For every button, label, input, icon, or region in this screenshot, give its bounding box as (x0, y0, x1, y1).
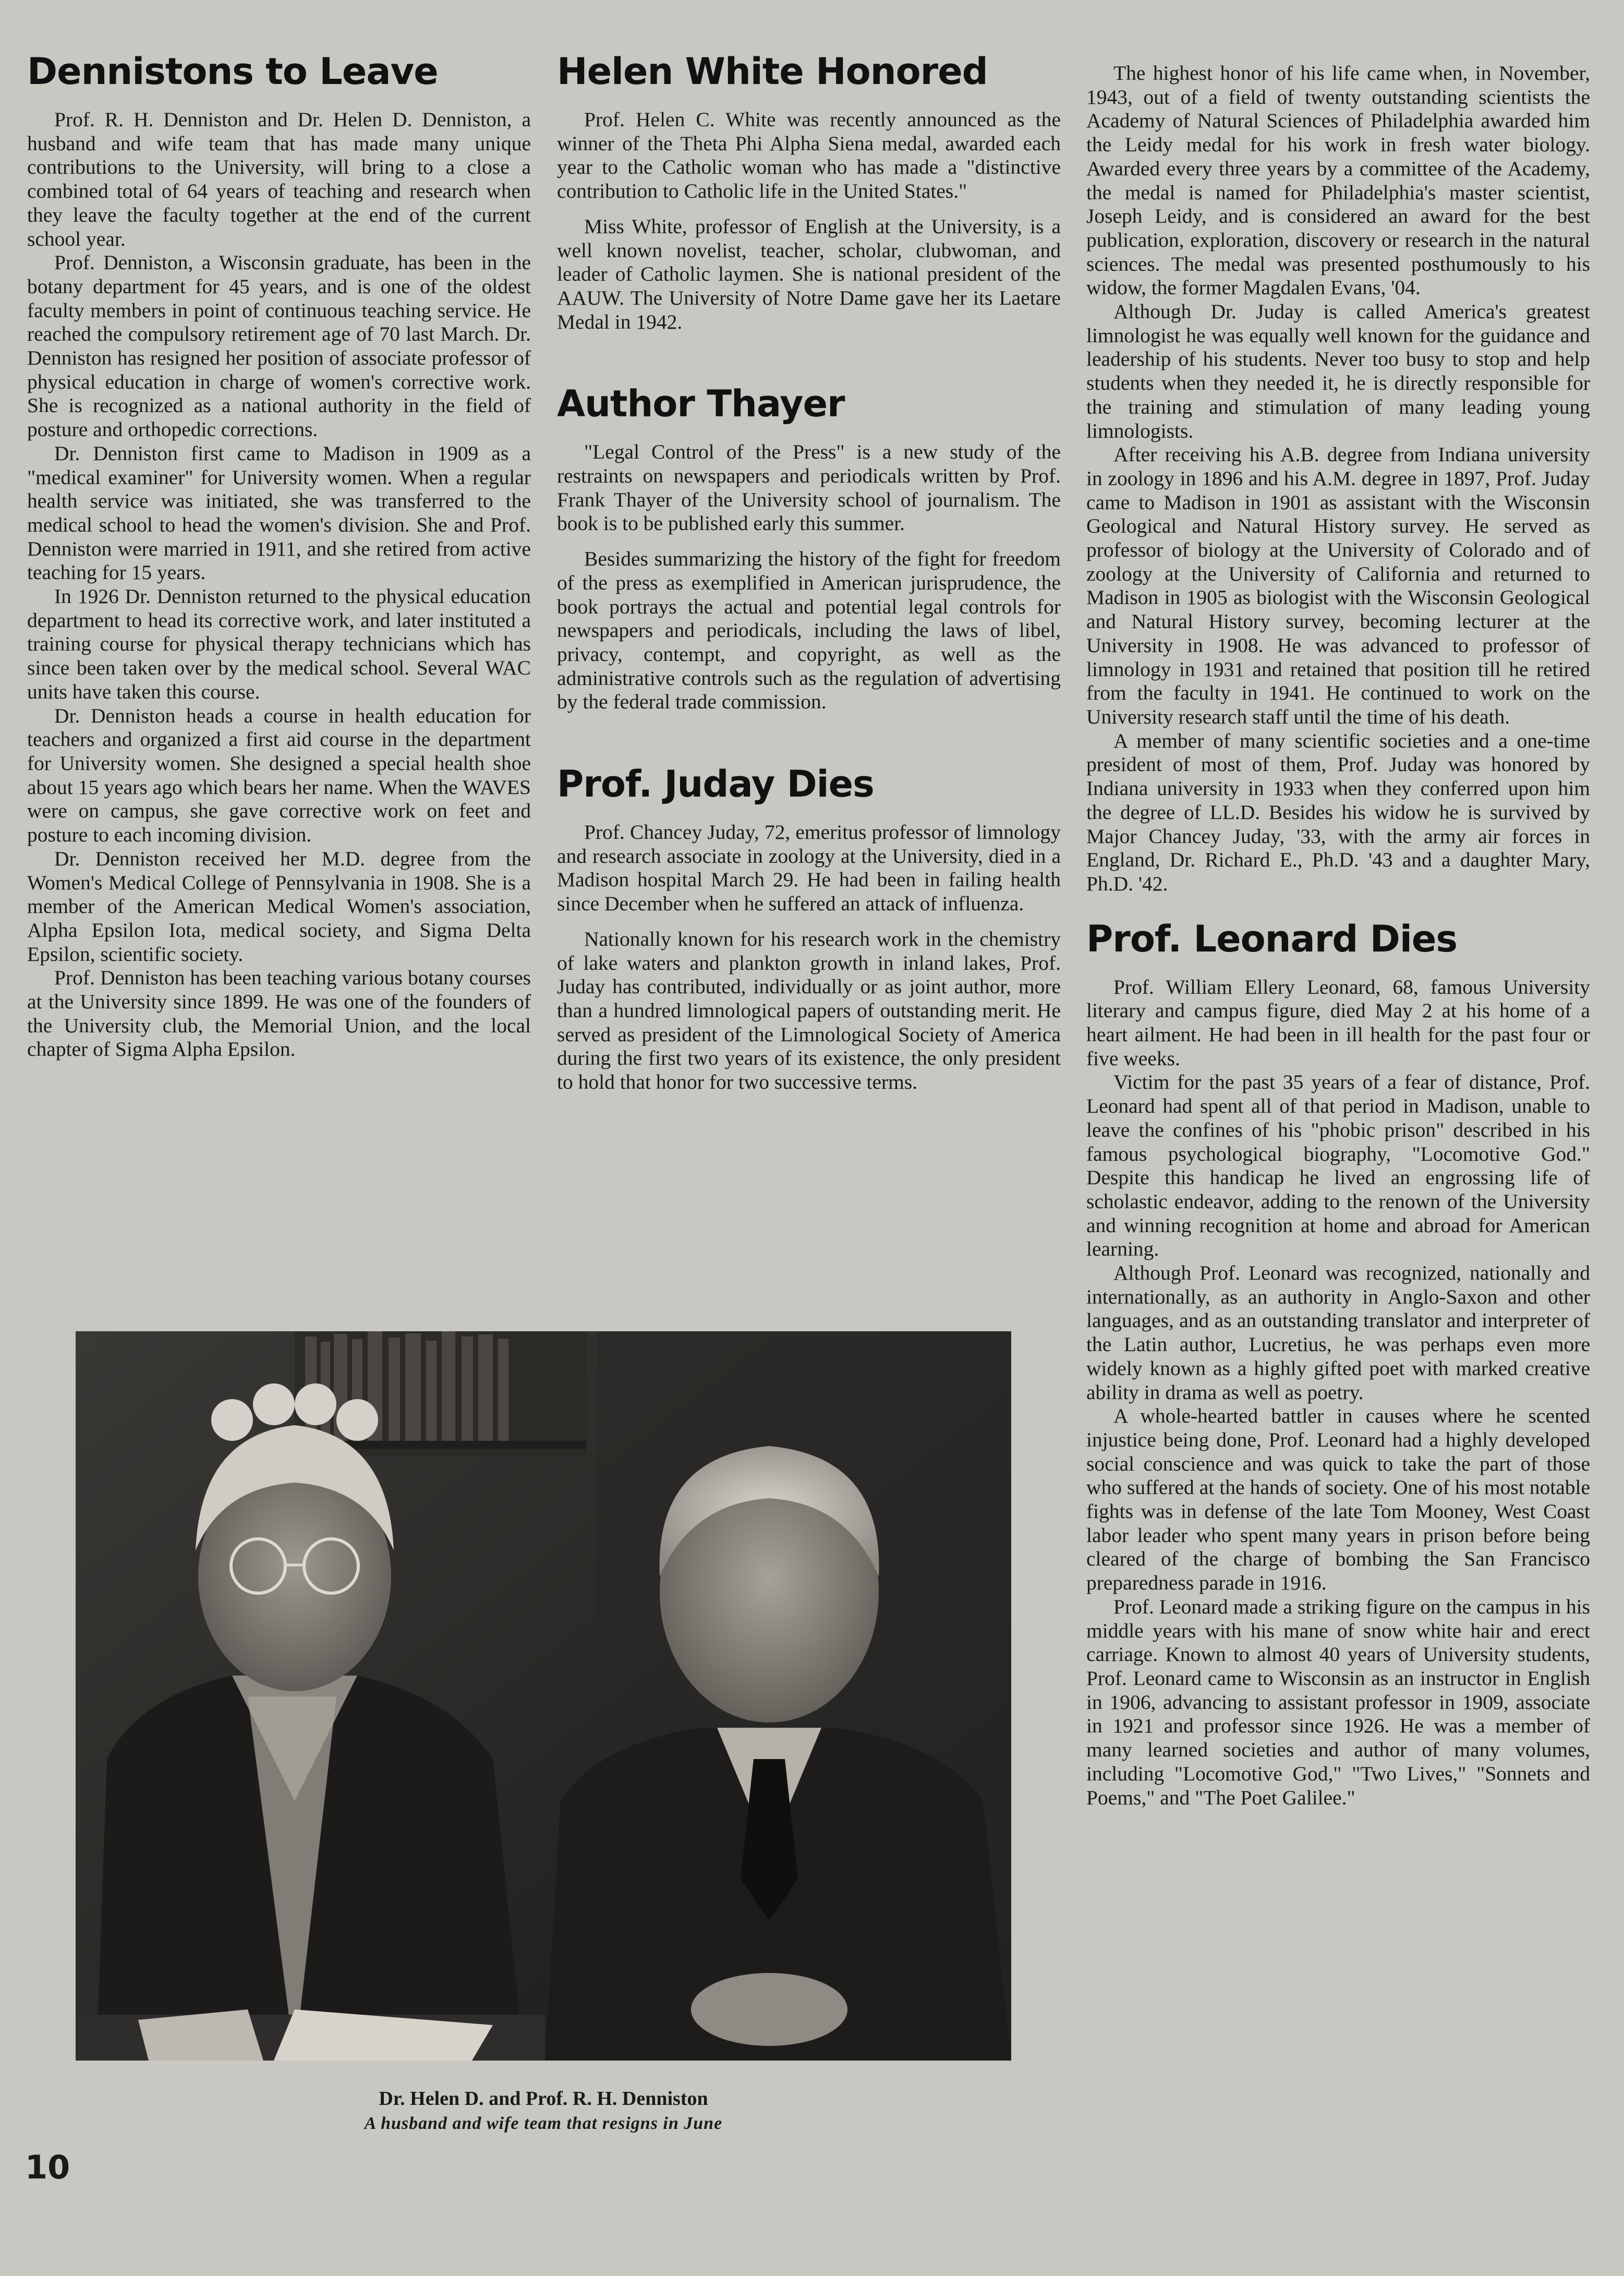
paragraph: Dr. Denniston received her M.D. degree from the Women's Medical College of Pennsylvania in 1908. She is a member of the American Medical Women's association, Alpha Epsilon Iota, medical society, and Sigma Delta Epsilon, scientific society. (27, 847, 531, 966)
article-thayer (557, 382, 1061, 714)
paragraph: Dr. Denniston heads a course in health education for teachers and organized a first aid course in the department for University women. She designed a special health shoe about 15 years ago which bears her name. When the WAVES were on campus, she gave corrective work on feet and posture to each incoming division. (27, 704, 531, 847)
headline-juday: Prof. Juday Dies (557, 763, 874, 806)
paragraph: Besides summarizing the history of the fight for freedom of the press as exemplified in American jurisprudence, the book portrays the actual and potential legal controls for newspapers and periodicals, including the laws of libel, privacy, contempt, and copyright, as well as the administrative controls such as the regulation of advertising by the federal trade commission. (557, 547, 1061, 714)
paragraph: Nationally known for his research work in the chemistry of lake waters and plankton growth in inland lakes, Prof. Juday has contributed, individually or as joint author, more than a hundred limnological papers of outstanding merit. He served as president of the Limnological Society of America during the first two years of its existence, the only president to hold that honor for two successive terms. (557, 927, 1061, 1094)
paragraph: Prof. Chancey Juday, 72, emeritus professor of limnology and research associate in zoology at the University, died in a Madison hospital March 29. He had been in failing health since December when he suffered an attack of influenza. (557, 821, 1061, 916)
paragraph: After receiving his A.B. degree from Indiana university in zoology in 1896 and his A.M. degree in 1897, Prof. Juday came to Madison in 1901 as assistant with the Wisconsin Geological and Natural History survey. He served as professor of biology at the University of Colorado and of zoology at the University of California and returned to Madison in 1905 as biologist with the Wisconsin Geological and Natural History survey, becoming lecturer at the University in 1908. He was advanced to professor of limnology in 1931 and retained that position till he retired from the faculty in 1941. He continued to work on the University research staff until the time of his death. (1086, 443, 1590, 728)
headline-leonard: Prof. Leonard Dies (1086, 917, 1457, 960)
paragraph: The highest honor of his life came when, in November, 1943, out of a field of twenty outstanding scientists the Academy of Natural Sciences of Philadelphia awarded him the Leidy medal for his work in fresh water biology. Awarded every three years by a committee of the Academy, the medal is named for Philadelphia's master scientist, Joseph Leidy, and is considered an award for the best publication, exploration, discovery or research in the natural sciences. The medal was presented posthumously to his widow, the former Magdalen Evans, '04. (1086, 62, 1590, 299)
caption-title: Dr. Helen D. and Prof. R. H. Denniston (379, 2088, 708, 2110)
denniston-photo (76, 1331, 1011, 2061)
headline-thayer: Author Thayer (557, 382, 845, 426)
paragraph: Miss White, professor of English at the University, is a well known novelist, teacher, scholar, clubwoman, and leader of Catholic laymen. She is national president of the AAUW. The University of Notre Dame gave her its Laetare Medal in 1942. (557, 214, 1061, 333)
article-helen-white (557, 50, 1061, 334)
headline-helen-white: Helen White Honored (557, 50, 988, 93)
paragraph: Prof. Helen C. White was recently announced as the winner of the Theta Phi Alpha Siena medal, awarded each year to the Catholic woman who has made a "distinctive contribution to Catholic life in the United States." (557, 108, 1061, 203)
column-3 (1086, 62, 1590, 1810)
page-number: 10 (25, 2148, 70, 2186)
caption-subtitle: A husband and wife team that resigns in June (364, 2114, 723, 2133)
paragraph: A member of many scientific societies and a one-time president of most of them, Prof. Juday was honored by Indiana university in 1933 when they conferred upon him the degree of LL.D. Besides his widow he is survived by Major Chancey Juday, '33, with the army air forces in England, Dr. Richard E., Ph.D. '43 and a daughter Mary, Ph.D. '42. (1086, 729, 1590, 895)
headline-dennistons: Dennistons to Leave (27, 50, 438, 93)
column-2 (557, 50, 1061, 1094)
article-juday-continued (1086, 62, 1590, 896)
paragraph: A whole-hearted battler in causes where he scented injustice being done, Prof. Leonard had a highly developed social conscience and was quick to take the part of those who suffered at the hands of society. One of his most notable fights was in defense of the late Tom Mooney, West Coast labor leader who spent many years in prison before being cleared of the charge of bombing the San Francisco preparedness parade in 1916. (1086, 1404, 1590, 1595)
paragraph: Dr. Denniston first came to Madison in 1909 as a "medical examiner" for University women. When a regular health service was initiated, she was transferred to the medical school to head the women's division. She and Prof. Denniston were married in 1911, and she retired from active teaching for 15 years. (27, 441, 531, 584)
paragraph: Although Prof. Leonard was recognized, nationally and internationally, as an authority in Anglo-Saxon and other languages, and as an outstanding translator and interpreter of the Latin author, Lucretius, he was perhaps even more widely known as a highly gifted poet with marked creative ability in drama as well as poetry. (1086, 1261, 1590, 1404)
column-1 (27, 50, 531, 1062)
photo-caption (76, 2086, 1011, 2136)
paragraph: Prof. Denniston, a Wisconsin graduate, has been in the botany department for 45 years, and is one of the oldest faculty members in point of continuous teaching service. He reached the compulsory retirement age of 70 last March. Dr. Denniston has resigned her position of associate professor of physical education in charge of women's corrective work. She is recognized as a national authority in the field of posture and orthopedic corrections. (27, 251, 531, 441)
paragraph: Prof. Leonard made a striking figure on the campus in his middle years with his mane of snow white hair and erect carriage. Known to almost 40 years of University students, Prof. Leonard came to Wisconsin as an instructor in English in 1906, advancing to assistant professor in 1909, associate in 1921 and professor since 1926. He was a member of many learned societies and author of many volumes, including "Locomotive God," "Two Lives," "Sonnets and Poems," and "The Poet Galilee." (1086, 1595, 1590, 1809)
paragraph: In 1926 Dr. Denniston returned to the physical education department to head its corrective work, and later instituted a training course for physical therapy technicians which has since been taken over by the medical school. Several WAC units have taken this course. (27, 585, 531, 703)
paragraph: Prof. Denniston has been teaching various botany courses at the University since 1899. He was one of the founders of the University club, the Memorial Union, and the local chapter of Sigma Alpha Epsilon. (27, 966, 531, 1061)
paragraph: Prof. William Ellery Leonard, 68, famous University literary and campus figure, died May 2 at his home of a heart ailment. He had been in ill health for the past four or five weeks. (1086, 975, 1590, 1070)
paragraph: "Legal Control of the Press" is a new study of the restraints on newspapers and periodicals written by Prof. Frank Thayer of the University school of journalism. The book is to be published early this summer. (557, 440, 1061, 535)
paragraph: Prof. R. H. Denniston and Dr. Helen D. Denniston, a husband and wife team that has made many unique contributions to the University, will bring to a close a combined total of 64 years of teaching and research when they leave the faculty together at the end of the current school year. (27, 108, 531, 250)
article-dennistons (27, 50, 531, 1062)
portrait-illustration (76, 1331, 1011, 2061)
article-juday (557, 762, 1061, 1094)
article-leonard (1086, 917, 1590, 1810)
paragraph: Victim for the past 35 years of a fear of distance, Prof. Leonard had spent all of that period in Madison, unable to leave the confines of his "phobic prison" described in his famous psychological biography, "Locomotive God." Despite this handicap he lived an engrossing life of scholastic endeavor, adding to the renown of the University and winning recognition at home and abroad for American learning. (1086, 1070, 1590, 1261)
paragraph: Although Dr. Juday is called America's greatest limnologist he was equally well known for the guidance and leadership of his students. Never too busy to stop and help students when they needed it, he is directly responsible for the training and stimulation of many leading young limnologists. (1086, 300, 1590, 442)
